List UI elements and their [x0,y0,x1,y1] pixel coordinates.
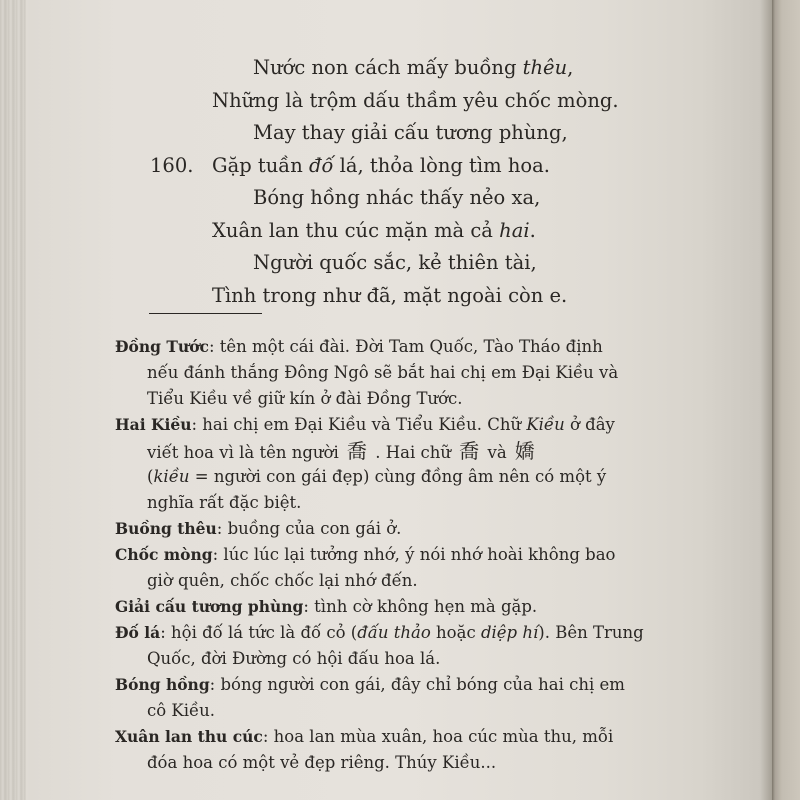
footnote-line [115,594,680,620]
text-run: viết hoa vì là tên người [147,443,345,462]
footnote-term: Bóng hồng [115,675,210,694]
footnote-entry [115,620,680,672]
verse-text [253,247,537,280]
verse-text [212,85,619,118]
footnote-separator-rule [149,313,262,314]
footnote-term: Xuân lan thu cúc [115,727,263,746]
chinese-character: 嬌 [514,439,535,463]
text-run: đóa hoa có một vẻ đẹp riêng. Thúy Kiều... [147,753,497,772]
text-run: = người con gái đẹp) cùng đồng âm nên có một ý [189,467,607,486]
text-run: , [567,56,574,79]
text-run: Tình trong như đã, mặt ngoài còn e. [212,283,568,307]
text-run: : tên một cái đài. Đời Tam Quốc, Tào Tháo định [208,337,603,356]
text-run: nếu đánh thắng Đông Ngô sẽ bắt hai chị em Đại Kiều và [147,363,619,382]
text-run: Bóng hồng nhác thấy nẻo xa, [253,186,541,209]
footnote-term: Giải cấu tương phùng [115,597,304,616]
footnote-entry [115,672,680,724]
footnote-line [115,620,680,646]
footnote-term: Đồng Tước [115,337,209,356]
text-run: May thay giải cấu tương phùng, [253,121,568,144]
italic-text: hai [499,218,530,242]
text-run: : hội đố lá tức là đố cỏ ( [160,623,358,642]
text-run: lá, thỏa lòng tìm hoa. [333,153,550,177]
verse-line [150,85,670,118]
italic-text: Kiều [526,415,565,434]
text-run: Những là trộm dấu thầm yêu chốc mòng. [212,88,619,112]
page-stack-edge-left [0,0,26,800]
footnote-line [115,464,680,490]
text-run: và [482,443,512,462]
text-run: Tiểu Kiều về giữ kín ở đài Đồng Tước. [147,389,463,408]
footnote-entry [115,516,680,542]
verse-text [253,52,573,85]
text-run: nghĩa rất đặc biệt. [147,493,302,512]
footnote-term: Chốc mòng [115,545,213,564]
verse-text [253,182,540,215]
footnote-entry [115,724,680,776]
footnote-entry [115,334,680,412]
footnote-line [115,360,680,386]
footnote-entry [115,594,680,620]
line-number: 160. [150,153,194,177]
footnote-line [115,750,680,776]
verse-text [253,117,568,150]
footnote-line [115,698,680,724]
footnote-line [115,568,680,594]
verse-line [150,117,670,150]
footnote-line [115,724,680,750]
footnote-entry [115,412,680,516]
footnote-entry [115,542,680,594]
text-run: : hoa lan mùa xuân, hoa cúc mùa thu, mỗi [262,727,614,746]
footnote-term: Đố lá [115,623,161,642]
footnote-line [115,412,680,438]
text-run: ở đây [564,415,615,434]
italic-text: diệp hí [480,623,539,642]
verse-text [212,280,567,313]
poem-verse-block [150,52,670,312]
italic-text: kiều [153,467,190,486]
footnote-line [115,542,680,568]
text-run: ). Bên Trung [538,623,644,642]
text-run: : hai chị em Đại Kiều và Tiểu Kiều. Chữ [191,415,527,434]
text-run: : buồng của con gái ở. [216,519,402,538]
text-run: Người quốc sắc, kẻ thiên tài, [253,251,537,274]
chinese-character: 喬 [459,439,480,463]
text-run: . Hai chữ [370,443,457,462]
text-run: Quốc, đời Đường có hội đấu hoa lá. [147,649,441,668]
footnote-term: Buồng thêu [115,519,217,538]
verse-line [150,150,670,183]
verse-line [150,247,670,280]
text-run: hoặc [430,623,481,642]
footnote-line [115,646,680,672]
footnote-line [115,672,680,698]
footnote-line [115,490,680,516]
footnote-line [115,386,680,412]
footnote-line [115,516,680,542]
verse-text [212,150,550,183]
text-run: ( [147,467,154,486]
verse-text [212,215,536,248]
chinese-character: 喬 [347,439,368,463]
text-run: Xuân lan thu cúc mặn mà cả [212,218,500,242]
footnote-term: Hai Kiều [115,415,192,434]
verse-line [150,52,670,85]
text-run: : bóng người con gái, đây chỉ bóng của hai chị em [209,675,625,694]
text-run: : tình cờ không hẹn mà gặp. [303,597,538,616]
footnote-line [115,438,680,464]
verse-line [150,280,670,313]
italic-text: đấu thảo [357,623,431,642]
text-run: Nước non cách mấy buồng [253,56,523,79]
footnotes-block [115,334,680,776]
book-spine-edge-right [772,0,800,800]
italic-text: thêu [522,56,568,79]
text-run: . [529,218,536,242]
italic-text: đố [309,153,334,177]
footnote-line [115,334,680,360]
text-run: : lúc lúc lại tưởng nhớ, ý nói nhớ hoài không bao [212,545,616,564]
verse-line [150,182,670,215]
text-run: Gặp tuần [212,153,309,177]
text-run: giờ quên, chốc chốc lại nhớ đến. [147,571,418,590]
text-run: cô Kiều. [147,701,216,720]
verse-line [150,215,670,248]
